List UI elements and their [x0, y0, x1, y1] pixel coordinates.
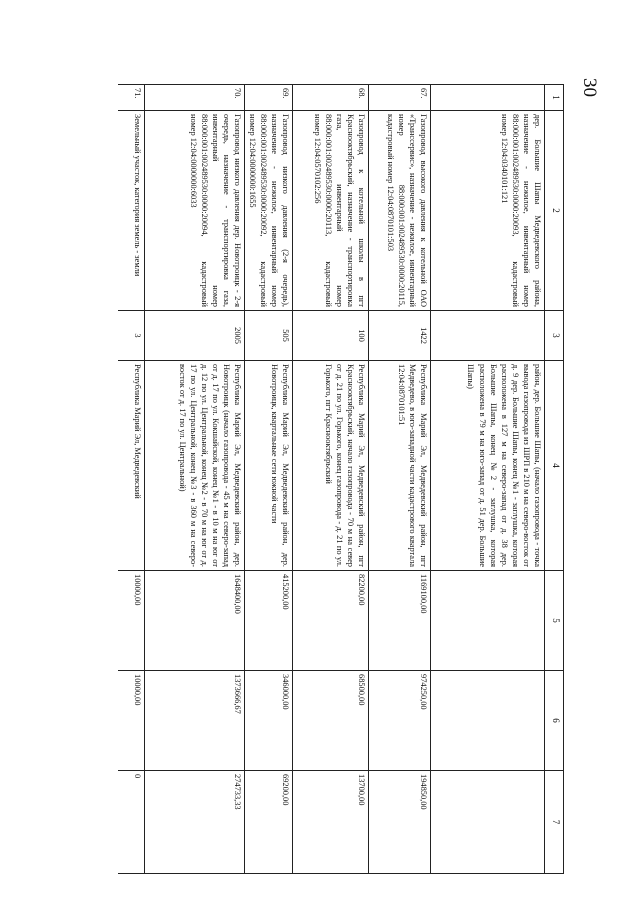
object-length: 100 [293, 311, 369, 361]
value-col5: 82200,00 [293, 571, 369, 671]
value-col7: 194850,00 [369, 771, 431, 874]
table-row [145, 85, 245, 874]
object-length: 2005 [145, 311, 245, 361]
value-col6 [431, 671, 545, 771]
value-col5: 415200,00 [245, 571, 293, 671]
row-number: 70. [145, 85, 245, 111]
object-length [431, 311, 545, 361]
row-number: 71. [119, 85, 145, 111]
object-length: 1422 [369, 311, 431, 361]
value-col5: 1648400,00 [145, 571, 245, 671]
value-col7 [431, 771, 545, 874]
value-col5 [431, 571, 545, 671]
col-header-1: 1 [545, 85, 564, 111]
col-header-7: 7 [545, 771, 564, 874]
value-col6: 1373666,67 [145, 671, 245, 771]
table-row [245, 85, 293, 874]
object-description: Газопровод к котельной школы в пгт Краснооктябрьский, назначение - транспортировка газа, инвентарный номер 88:000:001:002489530:0000:20113, кадастровый номер 12:04:0570102:256 [293, 111, 369, 311]
value-col5: 10000,00 [119, 571, 145, 671]
value-col7: 274733,33 [145, 771, 245, 874]
row-number: 68. [293, 85, 369, 111]
header-row [545, 85, 564, 874]
table-row [369, 85, 431, 874]
table-row [293, 85, 369, 874]
page-number: 30 [579, 78, 600, 97]
value-col6: 10000,00 [119, 671, 145, 771]
object-description: Газопровод низкого давления дер. Новотроицк - 2-я очередь, назначение - транспортировка газа, инвентарный номер 88:000:001:002489530:0000:20094, кадастровый номер 12:04:0000000:6033 [145, 111, 245, 311]
col-header-6: 6 [545, 671, 564, 771]
object-description: Земельный участок, категория земель - земли [119, 111, 145, 311]
value-col6: 974250,00 [369, 671, 431, 771]
col-header-3: 3 [545, 311, 564, 361]
value-col7: 0 [119, 771, 145, 874]
value-col5: 1169100,00 [369, 571, 431, 671]
object-description: Газопровод высокого давления к котельной ОАО «Транссервис», назначение - нежилое, инвентарный номер 88:000:001:002489530:0000:20115, кадастровый номер 12:04:0870101:503 [369, 111, 431, 311]
object-location: Республика Марий Эл, Медведевский район, дер. Новотроицк, квартальные сети южной части [245, 361, 293, 571]
table-row [119, 85, 145, 874]
row-number: 67. [369, 85, 431, 111]
registry-table [119, 84, 565, 874]
value-col7: 13700,00 [293, 771, 369, 874]
value-col6: 68500,00 [293, 671, 369, 771]
table-row [431, 85, 545, 874]
col-header-4: 4 [545, 361, 564, 571]
object-description: дер. Большие Шапы Медведевского района, назначение - нежилое, инвентарный номер 88:000:001:002489530:0000:20093, кадастровый номер 12:04:0340101:121 [431, 111, 545, 311]
object-length: 3 [119, 311, 145, 361]
value-col6: 346000,00 [245, 671, 293, 771]
object-length: 505 [245, 311, 293, 361]
col-header-5: 5 [545, 571, 564, 671]
row-number [431, 85, 545, 111]
object-location: Республика Марий Эл, Медведевский район, дер. Новотроицк (начало газопровода - 45 м на северо-запад от д. 17 по ул. Кокшайской, конец №1 - в 10 м на юг от д. 12 по ул. Центральной, конец №2 - в 70 м на юг от д. 17 по ул. Центральной, конец №3 - в 360 м на северо-восток от д. 17 по ул. Центральной) [145, 361, 245, 571]
row-number: 69. [245, 85, 293, 111]
object-location: Республика Марий Эл, Медведевский район, пгт Медведево, в юго-западной части кадастрового квартала 12:04:0870101:51 [369, 361, 431, 571]
col-header-2: 2 [545, 111, 564, 311]
object-location: Республика Марий Эл, Медведевский [119, 361, 145, 571]
object-location: район, дер. Большие Шапы, (начало газопровода - точка вывода газопровода из ШРП в 210 м на северо-восток от д. 9 дер. Большие Шапы, конец №1 - заглушка, которая расположена в 127 м на северо-запад от д. 38 дер. Большие Шапы, конец №2 - заглушка, которая расположена в 79 м на юго-запад от д. 51 дер. Большие Шапы) [431, 361, 545, 571]
registry-table-rotated [122, 84, 564, 873]
object-location: Республика Марий Эл, Медведевский район, пгт Краснооктябрьский, начало газопровода - 70 м на север от д. 21 по ул. Горького, конец газопровода - д. 21 по ул. Горького, пгт Краснооктябрьский [293, 361, 369, 571]
value-col7: 69200,00 [245, 771, 293, 874]
object-description: Газопровод низкого давления (2-я очередь), назначение - нежилое, инвентарный номер 88:000:001:002489530:0000:20092, кадастровый номер 12:04:0000000:1655 [245, 111, 293, 311]
